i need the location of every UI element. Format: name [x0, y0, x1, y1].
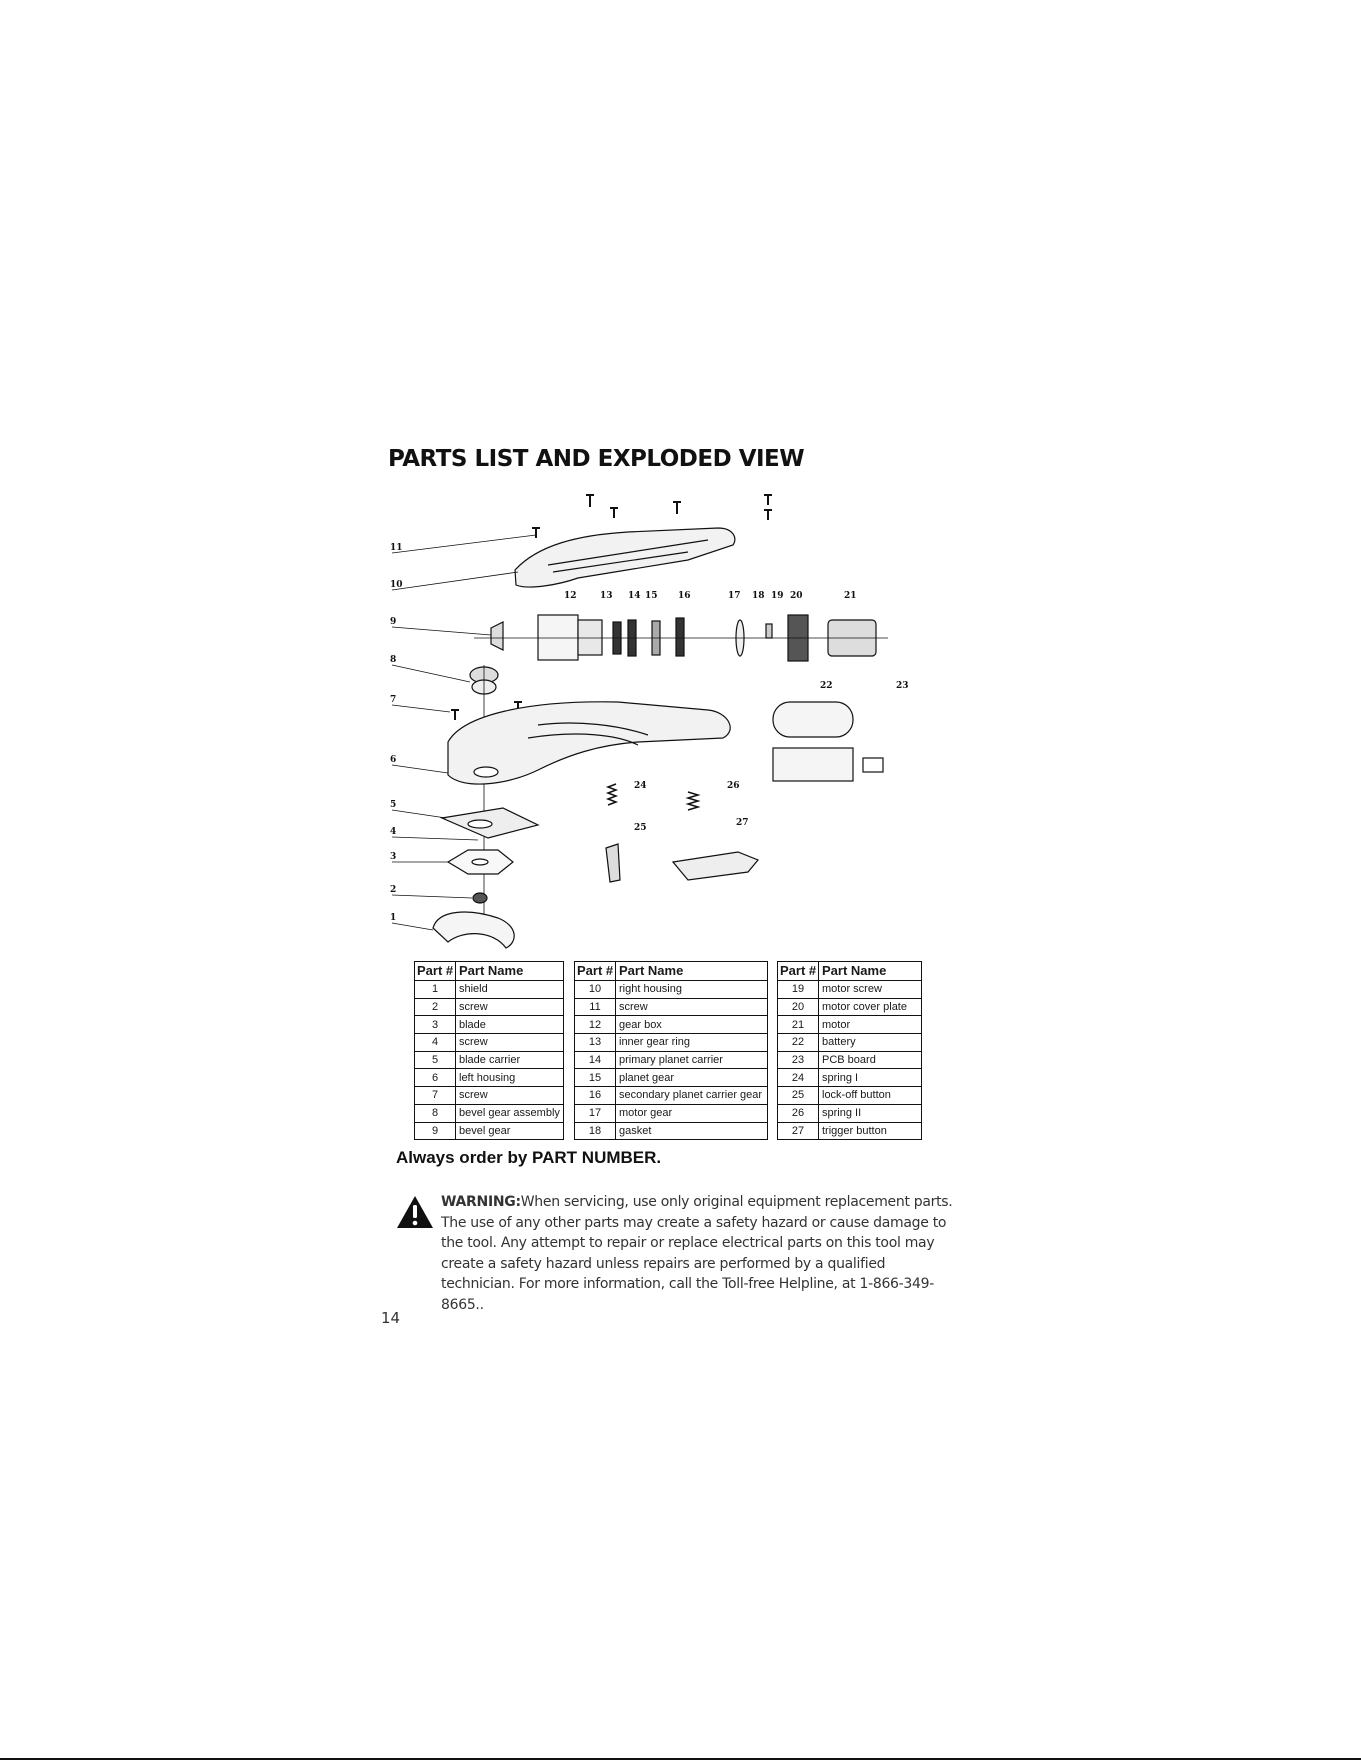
part-number: 9: [415, 1122, 456, 1140]
part-number: 7: [415, 1087, 456, 1105]
part-name: battery: [819, 1034, 922, 1052]
part-number: 23: [778, 1051, 819, 1069]
table-row: [575, 1104, 768, 1122]
table-row: [778, 1122, 922, 1140]
parts-table-3: [777, 961, 922, 1140]
part-name: screw: [616, 998, 768, 1016]
callout-14: 14: [628, 591, 641, 601]
callout-8: 8: [390, 655, 397, 665]
table-row: [575, 981, 768, 999]
table-row: [415, 981, 564, 999]
part-number: 26: [778, 1104, 819, 1122]
table-row: [575, 1034, 768, 1052]
part-name: motor screw: [819, 981, 922, 999]
part-name: planet gear: [616, 1069, 768, 1087]
callout-13: 13: [600, 591, 613, 601]
part-number-header: Part #: [778, 962, 819, 981]
callout-7: 7: [390, 695, 397, 705]
table-row: [778, 1069, 922, 1087]
part-name-header: Part Name: [456, 962, 564, 981]
part-name: right housing: [616, 981, 768, 999]
part-name: trigger button: [819, 1122, 922, 1140]
part-name: screw: [456, 998, 564, 1016]
table-header-row: [415, 962, 564, 981]
callout-10: 10: [390, 580, 403, 590]
part-name: bevel gear assembly: [456, 1104, 564, 1122]
table-row: [778, 1016, 922, 1034]
part-number: 22: [778, 1034, 819, 1052]
part-number-header: Part #: [575, 962, 616, 981]
table-row: [778, 1051, 922, 1069]
table-row: [575, 1122, 768, 1140]
table-row: [415, 1034, 564, 1052]
table-row: [575, 1069, 768, 1087]
callout-26: 26: [727, 781, 740, 791]
part-number: 2: [415, 998, 456, 1016]
table-row: [415, 998, 564, 1016]
part-name: screw: [456, 1034, 564, 1052]
table-row: [415, 1122, 564, 1140]
callout-17: 17: [728, 591, 741, 601]
page-number: 14: [381, 1309, 401, 1327]
part-number: 10: [575, 981, 616, 999]
callout-3: 3: [390, 852, 397, 862]
exploded-view-diagram: [388, 490, 968, 960]
part-name: inner gear ring: [616, 1034, 768, 1052]
part-name: screw: [456, 1087, 564, 1105]
part-name: blade carrier: [456, 1051, 564, 1069]
warning-triangle-icon: [396, 1195, 434, 1229]
order-note: Always order by PART NUMBER.: [396, 1148, 662, 1167]
callout-9: 9: [390, 617, 397, 627]
callout-4: 4: [390, 827, 397, 837]
part-number: 16: [575, 1087, 616, 1105]
part-name: motor gear: [616, 1104, 768, 1122]
warning-body: When servicing, use only original equipment replacement parts. The use of any other parts may create a safety hazard or cause damage to the tool. Any attempt to repair or replace electrical parts on this tool may create a safety hazard unless repairs are performed by a qualified technician. For more information, call the Toll-free Helpline, at 1-866-349-8665..: [441, 1194, 953, 1313]
part-number: 18: [575, 1122, 616, 1140]
callout-20: 20: [790, 591, 803, 601]
table-row: [415, 1069, 564, 1087]
callout-5: 5: [390, 800, 397, 810]
table-header-row: [575, 962, 768, 981]
part-name: gear box: [616, 1016, 768, 1034]
part-name: secondary planet carrier gear: [616, 1087, 768, 1105]
part-number: 5: [415, 1051, 456, 1069]
callout-27: 27: [736, 818, 749, 828]
part-number: 1: [415, 981, 456, 999]
part-number: 6: [415, 1069, 456, 1087]
part-name: motor: [819, 1016, 922, 1034]
part-name-header: Part Name: [616, 962, 768, 981]
part-name: bevel gear: [456, 1122, 564, 1140]
part-number: 24: [778, 1069, 819, 1087]
table-row: [778, 1034, 922, 1052]
table-row: [575, 1016, 768, 1034]
table-row: [575, 998, 768, 1016]
part-number: 13: [575, 1034, 616, 1052]
callout-25: 25: [634, 823, 647, 833]
table-row: [778, 998, 922, 1016]
parts-table-2: [574, 961, 768, 1140]
part-name: PCB board: [819, 1051, 922, 1069]
callout-15: 15: [645, 591, 658, 601]
table-row: [415, 1087, 564, 1105]
part-number: 11: [575, 998, 616, 1016]
table-row: [575, 1051, 768, 1069]
warning-label: WARNING:: [441, 1194, 521, 1210]
part-number: 12: [575, 1016, 616, 1034]
callout-12: 12: [564, 591, 577, 601]
table-row: [415, 1051, 564, 1069]
part-number: 27: [778, 1122, 819, 1140]
part-number: 3: [415, 1016, 456, 1034]
parts-table-1: [414, 961, 564, 1140]
table-row: [575, 1087, 768, 1105]
warning-paragraph: [441, 1192, 961, 1315]
table-row: [778, 1087, 922, 1105]
part-name: gasket: [616, 1122, 768, 1140]
callout-23: 23: [896, 681, 909, 691]
bottom-rule: [0, 1758, 1361, 1760]
part-name: left housing: [456, 1069, 564, 1087]
callout-16: 16: [678, 591, 691, 601]
callout-24: 24: [634, 781, 647, 791]
callout-18: 18: [752, 591, 765, 601]
part-number: 15: [575, 1069, 616, 1087]
table-header-row: [778, 962, 922, 981]
part-number: 8: [415, 1104, 456, 1122]
part-name: motor cover plate: [819, 998, 922, 1016]
part-number: 20: [778, 998, 819, 1016]
callout-22: 22: [820, 681, 833, 691]
callout-6: 6: [390, 755, 397, 765]
part-name: spring II: [819, 1104, 922, 1122]
part-name-header: Part Name: [819, 962, 922, 981]
callout-19: 19: [771, 591, 784, 601]
part-name: lock-off button: [819, 1087, 922, 1105]
callout-11: 11: [390, 543, 403, 553]
part-name: blade: [456, 1016, 564, 1034]
part-number: 21: [778, 1016, 819, 1034]
part-number-header: Part #: [415, 962, 456, 981]
part-number: 25: [778, 1087, 819, 1105]
callout-2: 2: [390, 885, 397, 895]
callout-21: 21: [844, 591, 857, 601]
part-number: 4: [415, 1034, 456, 1052]
table-row: [415, 1104, 564, 1122]
table-row: [778, 1104, 922, 1122]
page-title: PARTS LIST AND EXPLODED VIEW: [388, 446, 805, 472]
table-row: [778, 981, 922, 999]
part-name: spring I: [819, 1069, 922, 1087]
part-name: shield: [456, 981, 564, 999]
table-row: [415, 1016, 564, 1034]
part-number: 19: [778, 981, 819, 999]
part-name: primary planet carrier: [616, 1051, 768, 1069]
part-number: 17: [575, 1104, 616, 1122]
callout-1: 1: [390, 913, 397, 923]
part-number: 14: [575, 1051, 616, 1069]
